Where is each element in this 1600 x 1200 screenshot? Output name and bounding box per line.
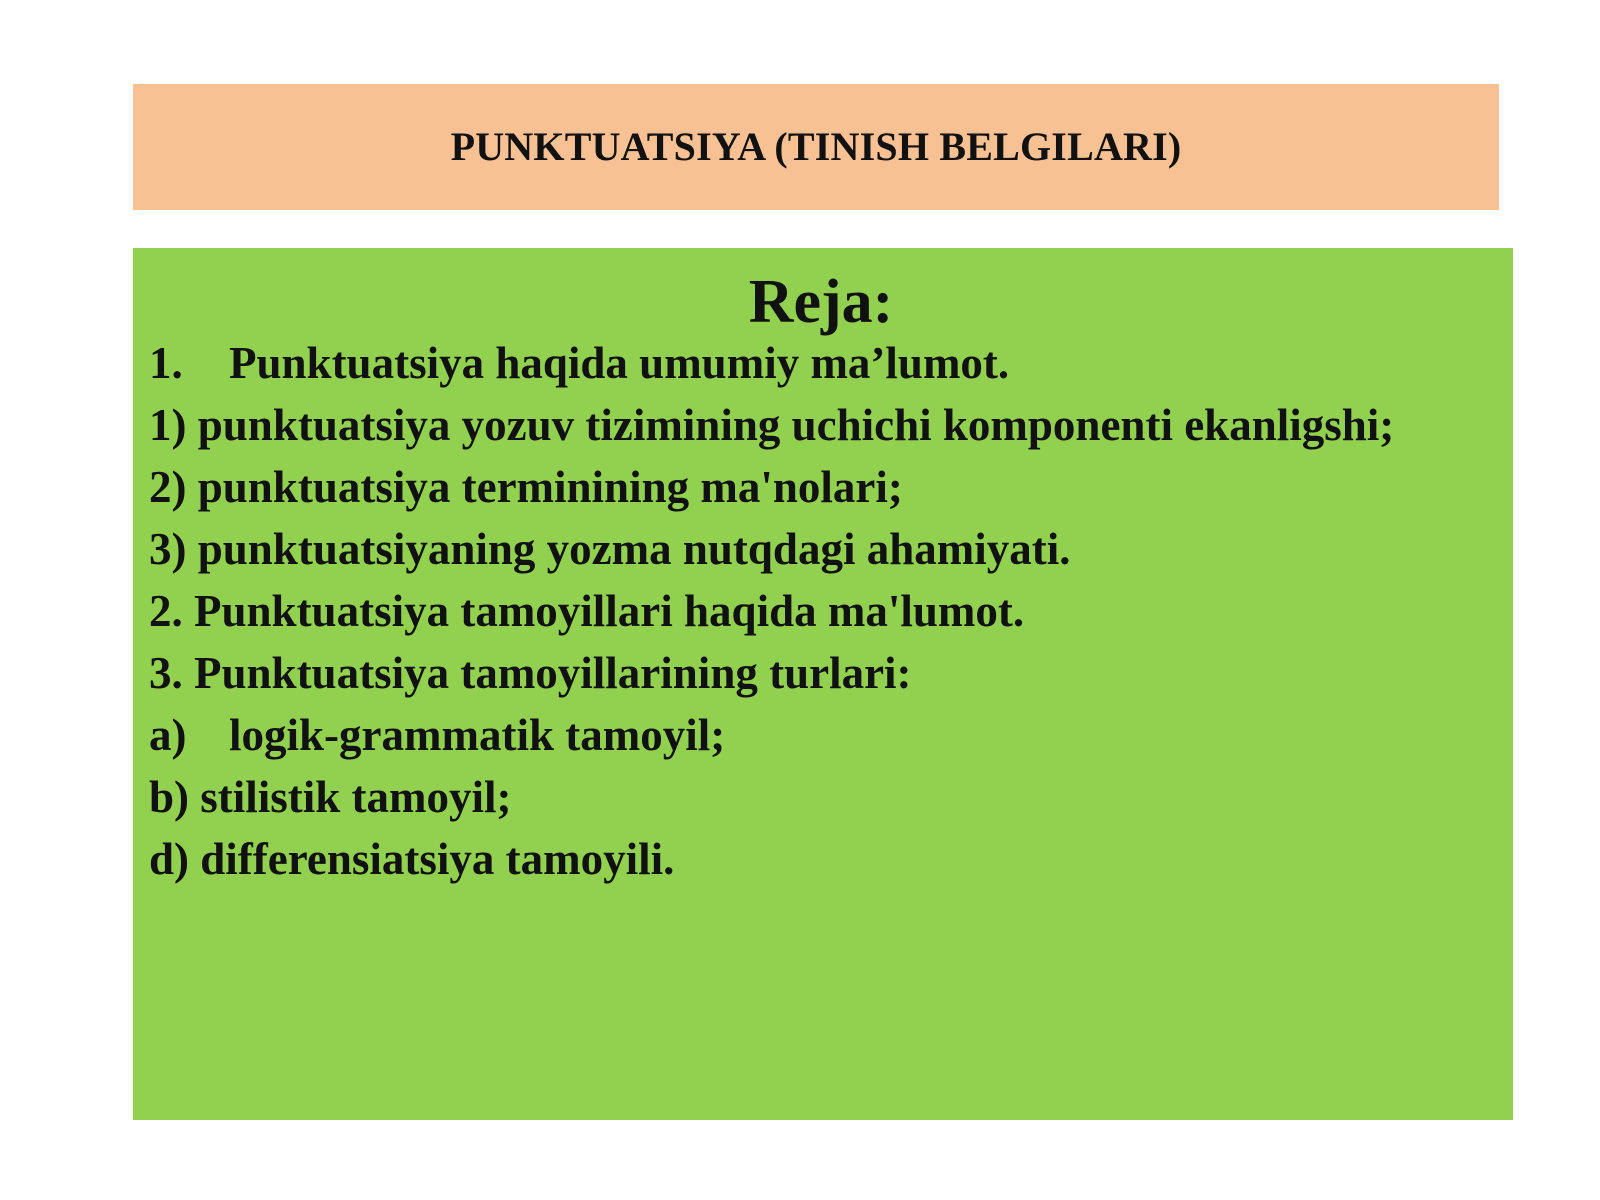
content-panel [133, 248, 1513, 1120]
list-item [149, 710, 1493, 760]
list-item-text: Punktuatsiya haqida umumiy ma’lumot. [229, 338, 1010, 388]
title-banner [133, 84, 1499, 210]
list-item: d) differensiatsiya tamoyili. [149, 834, 675, 884]
plan-heading: Reja: [748, 268, 894, 336]
slide-title: PUNKTUATSIYA (TINISH BELGILARI) [450, 123, 1182, 169]
list-item: 3) punktuatsiyaning yozma nutqdagi ahamiyati. [149, 524, 1071, 574]
list-marker: 1. [149, 338, 183, 388]
list-item: 2. Punktuatsiya tamoyillari haqida ma'lumot. [149, 586, 1025, 636]
list-item: b) stilistik tamoyil; [149, 772, 512, 822]
list-item: 1) punktuatsiya yozuv tizimining uchichi komponenti ekanligshi; [149, 400, 1395, 450]
list-marker: a) [149, 710, 187, 760]
list-item-text: logik-grammatik tamoyil; [229, 710, 726, 760]
list-item: 3. Punktuatsiya tamoyillarining turlari: [149, 648, 912, 698]
list-item: 2) punktuatsiya terminining ma'nolari; [149, 462, 903, 512]
list-item [149, 338, 1493, 388]
